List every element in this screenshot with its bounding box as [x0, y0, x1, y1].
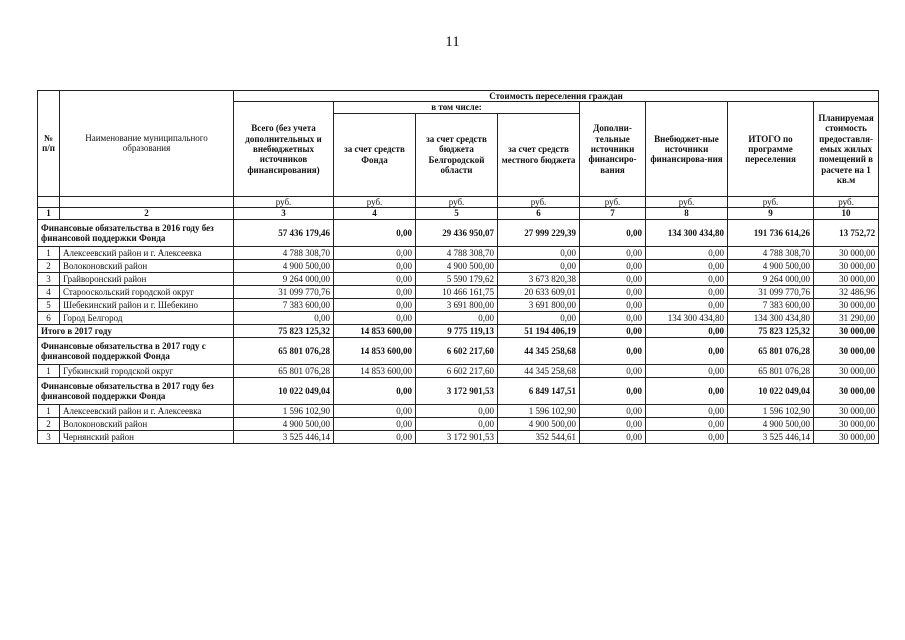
index-cell: 2 [60, 208, 234, 220]
total-value-cell: 75 823 125,32 [234, 325, 334, 338]
row-value-cell: 0,00 [580, 247, 646, 260]
resettlement-cost-table [37, 90, 879, 444]
row-value-cell: 5 590 179,62 [416, 273, 498, 286]
total-value-cell: 30 000,00 [814, 325, 879, 338]
header-total-no-extra: Всего (без учета дополнительных и внебюджетных источников финансирования) [234, 102, 334, 196]
row-value-cell: 4 900 500,00 [234, 418, 334, 431]
row-value-cell: 20 633 609,01 [498, 286, 580, 299]
row-name-cell: Губкинский городской округ [60, 365, 234, 378]
row-value-cell: 3 691 800,00 [416, 299, 498, 312]
header-region: за счет средств бюджета Белгородской области [416, 113, 498, 196]
row-value-cell: 4 900 500,00 [416, 260, 498, 273]
row-value-cell: 6 602 217,60 [416, 365, 498, 378]
row-value-cell: 0,00 [334, 431, 416, 444]
row-value-cell: 3 172 901,53 [416, 431, 498, 444]
units-cell: руб. [814, 196, 879, 207]
row-name-cell: Алексеевский район и г. Алексеевка [60, 247, 234, 260]
row-value-cell: 0,00 [334, 418, 416, 431]
total-value-cell: 0,00 [580, 325, 646, 338]
index-cell: 9 [728, 208, 814, 220]
index-cell: 10 [814, 208, 879, 220]
row-value-cell: 0,00 [334, 405, 416, 418]
row-value-cell: 0,00 [580, 260, 646, 273]
total-value-cell: 9 775 119,13 [416, 325, 498, 338]
summary-value-cell: 44 345 258,68 [498, 338, 580, 365]
table-row [38, 247, 879, 260]
row-value-cell: 3 525 446,14 [728, 431, 814, 444]
row-value-cell: 0,00 [580, 431, 646, 444]
summary-value-cell: 134 300 434,80 [646, 220, 728, 247]
row-value-cell: 0,00 [646, 431, 728, 444]
units-cell-empty [60, 196, 234, 207]
table-row [38, 431, 879, 444]
row-value-cell: 0,00 [416, 312, 498, 325]
table-body [38, 196, 879, 443]
row-name-cell: Чернянский район [60, 431, 234, 444]
row-value-cell: 0,00 [580, 365, 646, 378]
header-offbudget: Внебюджет-ные источники финансирова-ния [646, 102, 728, 196]
row-value-cell: 134 300 434,80 [728, 312, 814, 325]
index-cell: 5 [416, 208, 498, 220]
row-value-cell: 30 000,00 [814, 260, 879, 273]
header-in-that-number: в том числе: [334, 102, 580, 113]
summary-value-cell: 30 000,00 [814, 338, 879, 365]
header-local: за счет средств местного бюджета [498, 113, 580, 196]
row-value-cell: 0,00 [334, 286, 416, 299]
row-value-cell: 0,00 [498, 260, 580, 273]
total-value-cell: 75 823 125,32 [728, 325, 814, 338]
row-value-cell: 352 544,61 [498, 431, 580, 444]
header-name: Наименование муниципального образования [60, 91, 234, 197]
row-value-cell: 1 596 102,90 [234, 405, 334, 418]
row-value-cell: 30 000,00 [814, 273, 879, 286]
row-value-cell: 0,00 [646, 273, 728, 286]
summary-value-cell: 191 736 614,26 [728, 220, 814, 247]
units-cell: руб. [334, 196, 416, 207]
table-row [38, 299, 879, 312]
row-value-cell: 3 525 446,14 [234, 431, 334, 444]
row-value-cell: 30 000,00 [814, 431, 879, 444]
table-row [38, 418, 879, 431]
row-value-cell: 4 900 500,00 [234, 260, 334, 273]
header-num: № п/п [38, 91, 60, 197]
table-row [38, 260, 879, 273]
total-row [38, 325, 879, 338]
row-value-cell: 30 000,00 [814, 418, 879, 431]
header-fund: за счет средств Фонда [334, 113, 416, 196]
row-value-cell: 0,00 [646, 260, 728, 273]
index-cell: 7 [580, 208, 646, 220]
index-cell: 1 [38, 208, 60, 220]
table-row [38, 365, 879, 378]
group-summary-row [38, 338, 879, 365]
row-name-cell: Грайворонский район [60, 273, 234, 286]
index-row [38, 208, 879, 220]
row-value-cell: 0,00 [416, 418, 498, 431]
row-value-cell: 1 596 102,90 [498, 405, 580, 418]
summary-value-cell: 65 801 076,28 [728, 338, 814, 365]
row-value-cell: 4 900 500,00 [728, 260, 814, 273]
row-num-cell: 3 [38, 273, 60, 286]
index-cell: 8 [646, 208, 728, 220]
summary-value-cell: 30 000,00 [814, 378, 879, 405]
row-value-cell: 3 673 820,38 [498, 273, 580, 286]
table-row [38, 312, 879, 325]
total-value-cell: 51 194 406,19 [498, 325, 580, 338]
row-value-cell: 0,00 [580, 405, 646, 418]
row-value-cell: 4 900 500,00 [728, 418, 814, 431]
row-value-cell: 31 099 770,76 [728, 286, 814, 299]
summary-value-cell: 0,00 [580, 378, 646, 405]
total-name-cell: Итого в 2017 году [38, 325, 234, 338]
summary-value-cell: 3 172 901,53 [416, 378, 498, 405]
row-num-cell: 6 [38, 312, 60, 325]
row-num-cell: 3 [38, 431, 60, 444]
summary-value-cell: 27 999 229,39 [498, 220, 580, 247]
summary-value-cell: 29 436 950,07 [416, 220, 498, 247]
index-cell: 3 [234, 208, 334, 220]
row-value-cell: 0,00 [498, 312, 580, 325]
summary-value-cell: 0,00 [646, 378, 728, 405]
summary-value-cell: 0,00 [334, 378, 416, 405]
header-planned: Планируемая стоимость предоставля-емых жилых помещений в расчете на 1 кв.м [814, 102, 879, 196]
units-cell-empty [38, 196, 60, 207]
table-row [38, 286, 879, 299]
row-num-cell: 1 [38, 365, 60, 378]
row-value-cell: 9 264 000,00 [728, 273, 814, 286]
page-number: 11 [445, 34, 460, 50]
row-value-cell: 14 853 600,00 [334, 365, 416, 378]
row-value-cell: 9 264 000,00 [234, 273, 334, 286]
units-row [38, 196, 879, 207]
row-value-cell: 0,00 [334, 247, 416, 260]
row-num-cell: 1 [38, 405, 60, 418]
row-name-cell: Волоконовский район [60, 418, 234, 431]
table-row [38, 405, 879, 418]
row-name-cell: Шебекинский район и г. Шебекино [60, 299, 234, 312]
summary-value-cell: 0,00 [646, 338, 728, 365]
row-value-cell: 0,00 [234, 312, 334, 325]
summary-value-cell: 0,00 [580, 220, 646, 247]
row-num-cell: 2 [38, 418, 60, 431]
row-value-cell: 0,00 [498, 247, 580, 260]
row-value-cell: 4 900 500,00 [498, 418, 580, 431]
row-name-cell: Старооскольский городской округ [60, 286, 234, 299]
row-value-cell: 0,00 [580, 286, 646, 299]
units-cell: руб. [728, 196, 814, 207]
row-value-cell: 31 099 770,76 [234, 286, 334, 299]
header-additional: Дополни-тельные источники финансиро-вания [580, 102, 646, 196]
row-value-cell: 0,00 [580, 299, 646, 312]
group-summary-row [38, 220, 879, 247]
row-value-cell: 4 788 308,70 [416, 247, 498, 260]
header-itogo: ИТОГО по программе переселения [728, 102, 814, 196]
row-value-cell: 0,00 [646, 247, 728, 260]
row-value-cell: 0,00 [580, 273, 646, 286]
row-value-cell: 65 801 076,28 [728, 365, 814, 378]
row-value-cell: 65 801 076,28 [234, 365, 334, 378]
total-value-cell: 0,00 [646, 325, 728, 338]
row-value-cell: 44 345 258,68 [498, 365, 580, 378]
table-row [38, 273, 879, 286]
row-value-cell: 0,00 [580, 312, 646, 325]
row-value-cell: 0,00 [646, 299, 728, 312]
summary-name-cell: Финансовые обязательства в 2017 году с финансовой поддержкой Фонда [38, 338, 234, 365]
row-value-cell: 1 596 102,90 [728, 405, 814, 418]
units-cell: руб. [498, 196, 580, 207]
row-value-cell: 7 383 600,00 [234, 299, 334, 312]
row-value-cell: 31 290,00 [814, 312, 879, 325]
index-cell: 6 [498, 208, 580, 220]
row-name-cell: Волоконовский район [60, 260, 234, 273]
row-value-cell: 4 788 308,70 [728, 247, 814, 260]
units-cell: руб. [646, 196, 728, 207]
row-value-cell: 30 000,00 [814, 299, 879, 312]
summary-value-cell: 14 853 600,00 [334, 338, 416, 365]
resettlement-cost-table-wrapper [37, 90, 879, 444]
row-num-cell: 1 [38, 247, 60, 260]
summary-value-cell: 0,00 [580, 338, 646, 365]
row-value-cell: 0,00 [646, 418, 728, 431]
row-value-cell: 30 000,00 [814, 405, 879, 418]
summary-value-cell: 65 801 076,28 [234, 338, 334, 365]
row-name-cell: Алексеевский район и г. Алексеевка [60, 405, 234, 418]
row-num-cell: 4 [38, 286, 60, 299]
summary-value-cell: 0,00 [334, 220, 416, 247]
summary-value-cell: 10 022 049,04 [234, 378, 334, 405]
row-value-cell: 0,00 [646, 405, 728, 418]
row-value-cell: 10 466 161,75 [416, 286, 498, 299]
header-group-title: Стоимость переселения граждан [234, 91, 879, 102]
units-cell: руб. [580, 196, 646, 207]
row-value-cell: 30 000,00 [814, 247, 879, 260]
row-name-cell: Город Белгород [60, 312, 234, 325]
row-value-cell: 30 000,00 [814, 365, 879, 378]
row-value-cell: 0,00 [334, 260, 416, 273]
summary-name-cell: Финансовые обязательства в 2017 году без финансовой поддержки Фонда [38, 378, 234, 405]
group-summary-row [38, 378, 879, 405]
row-value-cell: 0,00 [416, 405, 498, 418]
summary-value-cell: 13 752,72 [814, 220, 879, 247]
row-value-cell: 7 383 600,00 [728, 299, 814, 312]
row-value-cell: 0,00 [646, 286, 728, 299]
row-value-cell: 32 486,96 [814, 286, 879, 299]
row-value-cell: 0,00 [334, 299, 416, 312]
row-value-cell: 0,00 [580, 418, 646, 431]
summary-value-cell: 10 022 049,04 [728, 378, 814, 405]
total-value-cell: 14 853 600,00 [334, 325, 416, 338]
row-value-cell: 0,00 [334, 312, 416, 325]
units-cell: руб. [234, 196, 334, 207]
summary-value-cell: 6 602 217,60 [416, 338, 498, 365]
summary-value-cell: 6 849 147,51 [498, 378, 580, 405]
row-value-cell: 0,00 [334, 273, 416, 286]
summary-name-cell: Финансовые обязательства в 2016 году без финансовой поддержки Фонда [38, 220, 234, 247]
row-value-cell: 3 691 800,00 [498, 299, 580, 312]
row-value-cell: 134 300 434,80 [646, 312, 728, 325]
index-cell: 4 [334, 208, 416, 220]
row-value-cell: 4 788 308,70 [234, 247, 334, 260]
summary-value-cell: 57 436 179,46 [234, 220, 334, 247]
units-cell: руб. [416, 196, 498, 207]
row-num-cell: 2 [38, 260, 60, 273]
row-num-cell: 5 [38, 299, 60, 312]
row-value-cell: 0,00 [646, 365, 728, 378]
